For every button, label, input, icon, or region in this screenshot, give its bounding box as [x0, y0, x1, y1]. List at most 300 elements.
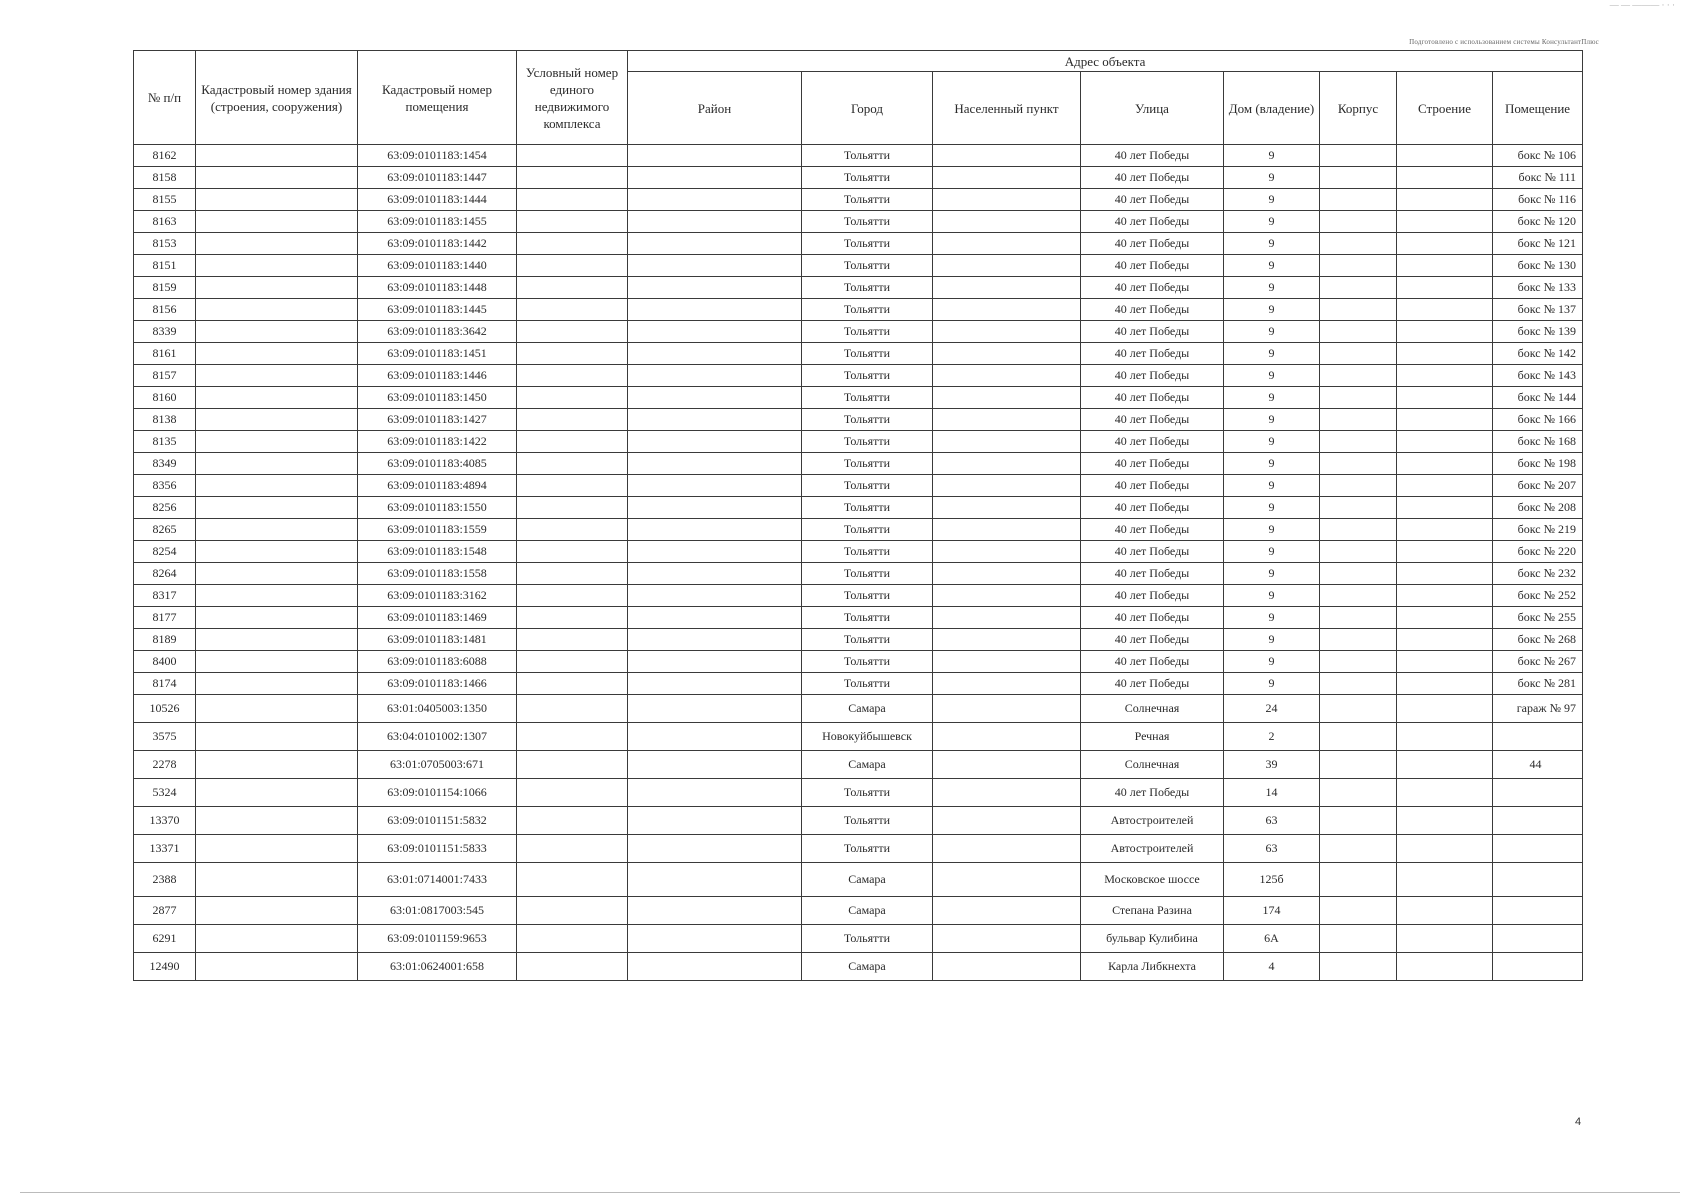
cell-num: 8162: [134, 145, 196, 167]
cell-unit-num: [517, 953, 628, 981]
cell-locality: [933, 409, 1081, 431]
cell-unit-num: [517, 519, 628, 541]
cell-city: Тольятти: [802, 211, 933, 233]
cell-stroenie: [1397, 863, 1493, 897]
cell-district: [628, 807, 802, 835]
cell-korpus: [1320, 541, 1397, 563]
cell-room-cad: 63:01:0405003:1350: [358, 695, 517, 723]
table-row: [134, 497, 1583, 519]
cell-korpus: [1320, 563, 1397, 585]
cell-korpus: [1320, 167, 1397, 189]
page-number: 4: [1575, 1116, 1582, 1128]
cell-locality: [933, 321, 1081, 343]
cell-city: Самара: [802, 897, 933, 925]
cell-house: 9: [1224, 673, 1320, 695]
cell-building-cad: [196, 673, 358, 695]
cell-stroenie: [1397, 585, 1493, 607]
cell-district: [628, 299, 802, 321]
cell-room: [1493, 863, 1583, 897]
cell-korpus: [1320, 497, 1397, 519]
cell-num: 8256: [134, 497, 196, 519]
cell-district: [628, 255, 802, 277]
cell-stroenie: [1397, 189, 1493, 211]
cell-city: Тольятти: [802, 779, 933, 807]
cell-num: 8254: [134, 541, 196, 563]
cell-unit-num: [517, 651, 628, 673]
cell-room-cad: 63:09:0101151:5832: [358, 807, 517, 835]
cell-unit-num: [517, 453, 628, 475]
cell-unit-num: [517, 299, 628, 321]
cell-district: [628, 835, 802, 863]
cell-locality: [933, 607, 1081, 629]
cell-room-cad: 63:09:0101183:1455: [358, 211, 517, 233]
table-row: [134, 779, 1583, 807]
cell-street: 40 лет Победы: [1081, 541, 1224, 563]
cell-street: 40 лет Победы: [1081, 519, 1224, 541]
cell-room: бокс № 220: [1493, 541, 1583, 563]
cell-num: 2877: [134, 897, 196, 925]
cell-unit-num: [517, 897, 628, 925]
cell-building-cad: [196, 807, 358, 835]
cell-stroenie: [1397, 563, 1493, 585]
cell-locality: [933, 779, 1081, 807]
cell-unit-num: [517, 563, 628, 585]
cell-num: 8265: [134, 519, 196, 541]
cell-stroenie: [1397, 145, 1493, 167]
cell-city: Самара: [802, 863, 933, 897]
cell-stroenie: [1397, 695, 1493, 723]
table-row: [134, 695, 1583, 723]
cell-room: бокс № 130: [1493, 255, 1583, 277]
cell-building-cad: [196, 299, 358, 321]
cell-district: [628, 145, 802, 167]
cell-building-cad: [196, 409, 358, 431]
table-row: [134, 925, 1583, 953]
cell-stroenie: [1397, 409, 1493, 431]
cell-unit-num: [517, 863, 628, 897]
cell-street: Карла Либкнехта: [1081, 953, 1224, 981]
cell-num: 10526: [134, 695, 196, 723]
cell-house: 9: [1224, 211, 1320, 233]
col-header-num: № п/п: [134, 51, 196, 145]
cell-room: бокс № 133: [1493, 277, 1583, 299]
cell-locality: [933, 189, 1081, 211]
cell-korpus: [1320, 519, 1397, 541]
cell-street: 40 лет Победы: [1081, 277, 1224, 299]
table-row: [134, 863, 1583, 897]
cell-room: бокс № 281: [1493, 673, 1583, 695]
cell-locality: [933, 651, 1081, 673]
cell-stroenie: [1397, 233, 1493, 255]
cell-unit-num: [517, 835, 628, 863]
col-header-room: Помещение: [1493, 72, 1583, 145]
cell-house: 9: [1224, 189, 1320, 211]
cell-unit-num: [517, 343, 628, 365]
cell-house: 9: [1224, 321, 1320, 343]
table-row: [134, 673, 1583, 695]
cell-korpus: [1320, 145, 1397, 167]
cell-korpus: [1320, 807, 1397, 835]
cell-stroenie: [1397, 299, 1493, 321]
cell-korpus: [1320, 475, 1397, 497]
cell-unit-num: [517, 233, 628, 255]
cell-locality: [933, 255, 1081, 277]
cell-stroenie: [1397, 835, 1493, 863]
cell-district: [628, 233, 802, 255]
cell-street: 40 лет Победы: [1081, 629, 1224, 651]
cell-district: [628, 387, 802, 409]
cell-street: 40 лет Победы: [1081, 779, 1224, 807]
cell-unit-num: [517, 387, 628, 409]
cell-unit-num: [517, 409, 628, 431]
cell-room: [1493, 953, 1583, 981]
cell-locality: [933, 673, 1081, 695]
cell-num: 8189: [134, 629, 196, 651]
cell-korpus: [1320, 629, 1397, 651]
cell-street: 40 лет Победы: [1081, 585, 1224, 607]
cell-num: 6291: [134, 925, 196, 953]
cell-district: [628, 211, 802, 233]
cell-building-cad: [196, 695, 358, 723]
cell-district: [628, 897, 802, 925]
cell-city: Тольятти: [802, 409, 933, 431]
cell-building-cad: [196, 431, 358, 453]
cell-city: Тольятти: [802, 299, 933, 321]
cell-num: 8151: [134, 255, 196, 277]
cell-room-cad: 63:01:0705003:671: [358, 751, 517, 779]
table-row: [134, 387, 1583, 409]
cell-stroenie: [1397, 519, 1493, 541]
cell-building-cad: [196, 277, 358, 299]
cell-house: 6А: [1224, 925, 1320, 953]
cell-locality: [933, 233, 1081, 255]
cell-num: 8163: [134, 211, 196, 233]
cell-house: 4: [1224, 953, 1320, 981]
cell-korpus: [1320, 953, 1397, 981]
cell-stroenie: [1397, 321, 1493, 343]
cell-district: [628, 585, 802, 607]
cell-room-cad: 63:01:0817003:545: [358, 897, 517, 925]
cell-num: 13370: [134, 807, 196, 835]
cell-korpus: [1320, 387, 1397, 409]
cell-room-cad: 63:09:0101151:5833: [358, 835, 517, 863]
table-row: [134, 409, 1583, 431]
cell-korpus: [1320, 321, 1397, 343]
cell-num: 12490: [134, 953, 196, 981]
cell-house: 9: [1224, 629, 1320, 651]
cell-city: Тольятти: [802, 189, 933, 211]
cell-room: бокс № 106: [1493, 145, 1583, 167]
cell-num: 8135: [134, 431, 196, 453]
cell-street: бульвар Кулибина: [1081, 925, 1224, 953]
cell-locality: [933, 541, 1081, 563]
cell-stroenie: [1397, 953, 1493, 981]
table-row: [134, 321, 1583, 343]
cell-building-cad: [196, 585, 358, 607]
cell-district: [628, 453, 802, 475]
cell-room: бокс № 268: [1493, 629, 1583, 651]
cell-num: 8153: [134, 233, 196, 255]
cell-house: 125б: [1224, 863, 1320, 897]
cell-room-cad: 63:09:0101183:4894: [358, 475, 517, 497]
cell-stroenie: [1397, 431, 1493, 453]
cell-city: Самара: [802, 751, 933, 779]
cell-district: [628, 925, 802, 953]
cell-room: [1493, 807, 1583, 835]
cell-city: Тольятти: [802, 431, 933, 453]
cell-room-cad: 63:09:0101183:1481: [358, 629, 517, 651]
cell-district: [628, 651, 802, 673]
cell-house: 9: [1224, 255, 1320, 277]
cell-city: Самара: [802, 953, 933, 981]
cell-room-cad: 63:09:0101183:1444: [358, 189, 517, 211]
cell-house: 63: [1224, 807, 1320, 835]
cell-unit-num: [517, 475, 628, 497]
col-header-address-group: Адрес объекта: [628, 51, 1583, 72]
cell-room-cad: 63:09:0101183:1427: [358, 409, 517, 431]
cell-stroenie: [1397, 925, 1493, 953]
cell-room-cad: 63:09:0101183:1469: [358, 607, 517, 629]
table-row: [134, 453, 1583, 475]
cell-num: 5324: [134, 779, 196, 807]
cell-korpus: [1320, 897, 1397, 925]
cell-street: 40 лет Победы: [1081, 343, 1224, 365]
cell-korpus: [1320, 723, 1397, 751]
cell-unit-num: [517, 365, 628, 387]
table-row: [134, 519, 1583, 541]
cell-num: 8400: [134, 651, 196, 673]
table-row: [134, 897, 1583, 925]
cell-city: Тольятти: [802, 167, 933, 189]
cell-room: бокс № 232: [1493, 563, 1583, 585]
cell-district: [628, 629, 802, 651]
cell-locality: [933, 629, 1081, 651]
cell-stroenie: [1397, 751, 1493, 779]
cell-district: [628, 863, 802, 897]
cell-room: бокс № 168: [1493, 431, 1583, 453]
cell-locality: [933, 387, 1081, 409]
cell-locality: [933, 497, 1081, 519]
col-header-building-cad: Кадастровый номер здания (строения, сооружения): [196, 51, 358, 145]
cell-house: 9: [1224, 167, 1320, 189]
cell-street: Степана Разина: [1081, 897, 1224, 925]
cell-street: 40 лет Победы: [1081, 189, 1224, 211]
cell-stroenie: [1397, 897, 1493, 925]
cell-house: 9: [1224, 299, 1320, 321]
cell-unit-num: [517, 925, 628, 953]
cell-num: 8264: [134, 563, 196, 585]
cell-district: [628, 497, 802, 519]
cell-city: Тольятти: [802, 497, 933, 519]
cell-num: 8156: [134, 299, 196, 321]
cell-building-cad: [196, 321, 358, 343]
cell-unit-num: [517, 431, 628, 453]
cell-building-cad: [196, 475, 358, 497]
cell-building-cad: [196, 365, 358, 387]
cell-city: Тольятти: [802, 343, 933, 365]
cell-house: 9: [1224, 475, 1320, 497]
cell-room-cad: 63:09:0101183:4085: [358, 453, 517, 475]
cell-street: 40 лет Победы: [1081, 475, 1224, 497]
table-row: [134, 629, 1583, 651]
cell-room: [1493, 897, 1583, 925]
cell-korpus: [1320, 189, 1397, 211]
cell-room-cad: 63:01:0714001:7433: [358, 863, 517, 897]
cell-korpus: [1320, 673, 1397, 695]
cell-building-cad: [196, 607, 358, 629]
table-row: [134, 585, 1583, 607]
cell-locality: [933, 277, 1081, 299]
cell-stroenie: [1397, 629, 1493, 651]
cell-district: [628, 751, 802, 779]
cell-building-cad: [196, 145, 358, 167]
cell-room: [1493, 779, 1583, 807]
cell-num: 8159: [134, 277, 196, 299]
cell-room-cad: 63:09:0101183:1550: [358, 497, 517, 519]
cell-unit-num: [517, 695, 628, 723]
cell-street: 40 лет Победы: [1081, 145, 1224, 167]
cell-num: 8158: [134, 167, 196, 189]
cell-house: 39: [1224, 751, 1320, 779]
cell-street: 40 лет Победы: [1081, 453, 1224, 475]
cell-room: бокс № 143: [1493, 365, 1583, 387]
table-row: [134, 233, 1583, 255]
cell-house: 9: [1224, 277, 1320, 299]
cell-room-cad: 63:09:0101183:1454: [358, 145, 517, 167]
cell-district: [628, 779, 802, 807]
cell-stroenie: [1397, 343, 1493, 365]
cell-room-cad: 63:09:0101183:6088: [358, 651, 517, 673]
table-row: [134, 145, 1583, 167]
cell-building-cad: [196, 167, 358, 189]
cell-unit-num: [517, 751, 628, 779]
cell-room: бокс № 207: [1493, 475, 1583, 497]
cell-city: Тольятти: [802, 387, 933, 409]
cell-room: [1493, 835, 1583, 863]
cell-street: Московское шоссе: [1081, 863, 1224, 897]
cell-city: Тольятти: [802, 835, 933, 863]
cell-room: бокс № 139: [1493, 321, 1583, 343]
cell-building-cad: [196, 189, 358, 211]
cell-unit-num: [517, 607, 628, 629]
cell-locality: [933, 751, 1081, 779]
cell-house: 2: [1224, 723, 1320, 751]
cell-street: 40 лет Победы: [1081, 497, 1224, 519]
cell-building-cad: [196, 233, 358, 255]
cell-district: [628, 167, 802, 189]
cell-room: бокс № 111: [1493, 167, 1583, 189]
cell-house: 9: [1224, 145, 1320, 167]
cell-room-cad: 63:09:0101183:1559: [358, 519, 517, 541]
table-row: [134, 255, 1583, 277]
cell-num: 2388: [134, 863, 196, 897]
cell-stroenie: [1397, 211, 1493, 233]
cell-locality: [933, 925, 1081, 953]
cell-locality: [933, 897, 1081, 925]
cell-locality: [933, 167, 1081, 189]
cell-house: 9: [1224, 365, 1320, 387]
cell-unit-num: [517, 189, 628, 211]
cell-building-cad: [196, 387, 358, 409]
cell-house: 9: [1224, 519, 1320, 541]
cell-num: 8317: [134, 585, 196, 607]
cell-korpus: [1320, 779, 1397, 807]
cell-room-cad: 63:09:0101183:1448: [358, 277, 517, 299]
cell-house: 9: [1224, 409, 1320, 431]
cell-stroenie: [1397, 475, 1493, 497]
cell-street: 40 лет Победы: [1081, 365, 1224, 387]
cell-locality: [933, 211, 1081, 233]
cell-room: [1493, 925, 1583, 953]
cell-city: Тольятти: [802, 453, 933, 475]
cell-stroenie: [1397, 255, 1493, 277]
cell-building-cad: [196, 651, 358, 673]
cell-room: бокс № 198: [1493, 453, 1583, 475]
col-header-city: Город: [802, 72, 933, 145]
cell-unit-num: [517, 211, 628, 233]
cell-street: 40 лет Победы: [1081, 321, 1224, 343]
cell-korpus: [1320, 211, 1397, 233]
cell-building-cad: [196, 563, 358, 585]
cell-room-cad: 63:09:0101183:3642: [358, 321, 517, 343]
cell-unit-num: [517, 145, 628, 167]
cell-building-cad: [196, 723, 358, 751]
scan-bottom-edge: [20, 1192, 1680, 1193]
cell-stroenie: [1397, 387, 1493, 409]
cell-building-cad: [196, 453, 358, 475]
cell-korpus: [1320, 651, 1397, 673]
cell-stroenie: [1397, 541, 1493, 563]
cell-city: Тольятти: [802, 475, 933, 497]
cell-street: 40 лет Победы: [1081, 563, 1224, 585]
cell-korpus: [1320, 299, 1397, 321]
cell-room-cad: 63:09:0101183:1446: [358, 365, 517, 387]
cell-korpus: [1320, 607, 1397, 629]
cell-stroenie: [1397, 167, 1493, 189]
col-header-room-cad: Кадастровый номер помещения: [358, 51, 517, 145]
cell-room-cad: 63:09:0101183:3162: [358, 585, 517, 607]
cell-district: [628, 607, 802, 629]
cell-room: бокс № 219: [1493, 519, 1583, 541]
cell-city: Тольятти: [802, 651, 933, 673]
cell-num: 8174: [134, 673, 196, 695]
table-row: [134, 189, 1583, 211]
cell-house: 9: [1224, 453, 1320, 475]
cell-city: Тольятти: [802, 807, 933, 835]
cell-num: 8161: [134, 343, 196, 365]
cell-stroenie: [1397, 453, 1493, 475]
cell-locality: [933, 519, 1081, 541]
cell-unit-num: [517, 321, 628, 343]
table-row: [134, 751, 1583, 779]
cell-building-cad: [196, 953, 358, 981]
cell-stroenie: [1397, 365, 1493, 387]
cell-korpus: [1320, 365, 1397, 387]
cell-house: 24: [1224, 695, 1320, 723]
cell-korpus: [1320, 431, 1397, 453]
cell-locality: [933, 863, 1081, 897]
cell-room: бокс № 252: [1493, 585, 1583, 607]
cell-city: Тольятти: [802, 321, 933, 343]
cell-unit-num: [517, 541, 628, 563]
cell-room-cad: 63:09:0101183:1445: [358, 299, 517, 321]
cell-district: [628, 541, 802, 563]
cell-room: бокс № 144: [1493, 387, 1583, 409]
cell-locality: [933, 723, 1081, 751]
cell-locality: [933, 343, 1081, 365]
cell-city: Новокуйбышевск: [802, 723, 933, 751]
col-header-locality: Населенный пункт: [933, 72, 1081, 145]
